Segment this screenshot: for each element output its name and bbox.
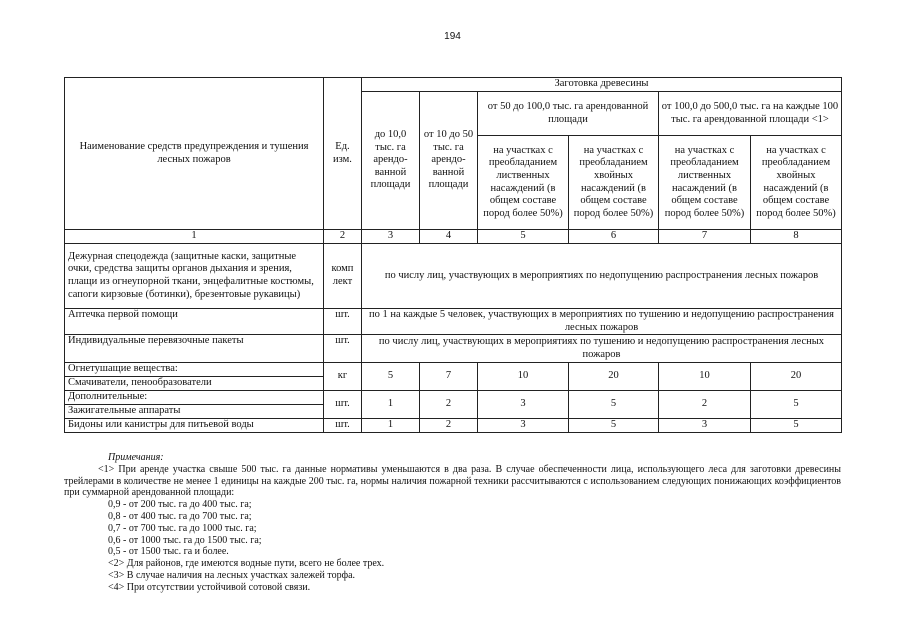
col-number: 3 <box>362 230 420 244</box>
col-number: 2 <box>324 230 362 244</box>
row-value: 10 <box>659 363 751 391</box>
row-name-dressing-packs: Индивидуальные перевязочные пакеты <box>65 335 324 363</box>
row-unit: шт. <box>324 309 362 335</box>
header-col-8: на участках с преобладанием хвойных насаждений (в общем составе пород более 50%) <box>751 136 842 230</box>
header-col-7-8: от 100,0 до 500,0 тыс. га на каждые 100 тыс. га арендованной площади <1> <box>659 92 842 136</box>
header-group: Заготовка древесины <box>362 78 842 92</box>
row-value: 3 <box>659 419 751 433</box>
row-name-igniters: Зажигательные аппараты <box>65 405 324 419</box>
coefficient-line: 0,9 - от 200 тыс. га до 400 тыс. га; <box>108 499 252 511</box>
row-value: 5 <box>362 363 420 391</box>
row-unit: шт. <box>324 335 362 363</box>
col-number: 1 <box>65 230 324 244</box>
row-name-additional: Дополнительные: <box>65 391 324 405</box>
row-value: 2 <box>420 391 478 419</box>
header-col-3: до 10,0 тыс. га арендо-ванной площади <box>362 92 420 230</box>
row-value-merged: по числу лиц, участвующих в мероприятиях по тушению и недопущению распространения лесных пожаров <box>362 335 842 363</box>
page-number: 194 <box>444 31 461 42</box>
row-name-uniform: Дежурная спецодежда (защитные каски, защитные очки, средства защиты органов дыхания и зрения, плащи из огнеупорной ткани, энцефалитные костюмы, сапоги кирзовые (ботинки), брезентовые рукавицы) <box>65 244 324 309</box>
header-col-4: от 10 до 50 тыс. га арендо-ванной площади <box>420 92 478 230</box>
coefficient-line: 0,5 - от 1500 тыс. га и более. <box>108 546 229 558</box>
row-value: 1 <box>362 419 420 433</box>
row-value-merged: по числу лиц, участвующих в мероприятиях по недопущению распространения лесных пожаров <box>362 244 842 309</box>
footnote-2: <2> Для районов, где имеются водные пути, всего не более трех. <box>108 558 385 570</box>
row-value: 5 <box>751 391 842 419</box>
coefficient-line: 0,7 - от 700 тыс. га до 1000 тыс. га; <box>108 522 257 534</box>
col-number: 8 <box>751 230 842 244</box>
footnote-4: <4> При отсутствии устойчивой сотовой связи. <box>108 581 311 593</box>
header-unit: Ед. изм. <box>324 78 362 230</box>
row-unit: шт. <box>324 391 362 419</box>
col-number: 6 <box>569 230 659 244</box>
row-name-first-aid: Аптечка первой помощи <box>65 309 324 335</box>
row-value: 3 <box>478 419 569 433</box>
header-col-5-6: от 50 до 100,0 тыс. га арендованной площади <box>478 92 659 136</box>
row-value: 5 <box>751 419 842 433</box>
row-value: 3 <box>478 391 569 419</box>
footnote-1: <1> При аренде участка свыше 500 тыс. га данные нормативы уменьшаются в два раза. В случае обеспеченности лица, использующего леса для заготовки древесины трейлерами в количестве не менее 1 единицы на каждые 200 тыс. га, нормы наличия пожарной техники рассчитываются с использованием следующих понижающих коэффициентов при суммарной арендованной площади: <box>64 463 841 499</box>
col-number: 7 <box>659 230 751 244</box>
row-unit: шт. <box>324 419 362 433</box>
header-col-7: на участках с преобладанием лиственных насаждений (в общем составе пород более 50%) <box>659 136 751 230</box>
header-col-5: на участках с преобладанием лиственных насаждений (в общем составе пород более 50%) <box>478 136 569 230</box>
col-number: 5 <box>478 230 569 244</box>
header-name: Наименование средств предупреждения и тушения лесных пожаров <box>65 78 324 230</box>
row-value: 20 <box>751 363 842 391</box>
row-name-extinguishing: Огнетушащие вещества: <box>65 363 324 377</box>
row-unit: комп лект <box>324 244 362 309</box>
col-number: 4 <box>420 230 478 244</box>
footnote-3: <3> В случае наличия на лесных участках залежей торфа. <box>108 569 356 581</box>
notes-section <box>64 452 841 594</box>
coefficient-line: 0,8 - от 400 тыс. га до 700 тыс. га; <box>108 510 252 522</box>
row-value: 10 <box>478 363 569 391</box>
row-unit: кг <box>324 363 362 391</box>
notes-title: Примечания: <box>108 452 164 463</box>
row-value: 1 <box>362 391 420 419</box>
row-value: 7 <box>420 363 478 391</box>
row-value-merged: по 1 на каждые 5 человек, участвующих в мероприятиях по тушению и недопущению распространения лесных пожаров <box>362 309 842 335</box>
row-value: 5 <box>569 419 659 433</box>
row-value: 2 <box>659 391 751 419</box>
fire-equipment-norms-table <box>64 77 842 433</box>
coefficient-line: 0,6 - от 1000 тыс. га до 1500 тыс. га; <box>108 534 262 546</box>
row-value: 20 <box>569 363 659 391</box>
row-name-wetting-agents: Смачиватели, пенообразователи <box>65 377 324 391</box>
row-value: 5 <box>569 391 659 419</box>
row-name-water-cans: Бидоны или канистры для питьевой воды <box>65 419 324 433</box>
row-value: 2 <box>420 419 478 433</box>
header-col-6: на участках с преобладанием хвойных насаждений (в общем составе пород более 50%) <box>569 136 659 230</box>
